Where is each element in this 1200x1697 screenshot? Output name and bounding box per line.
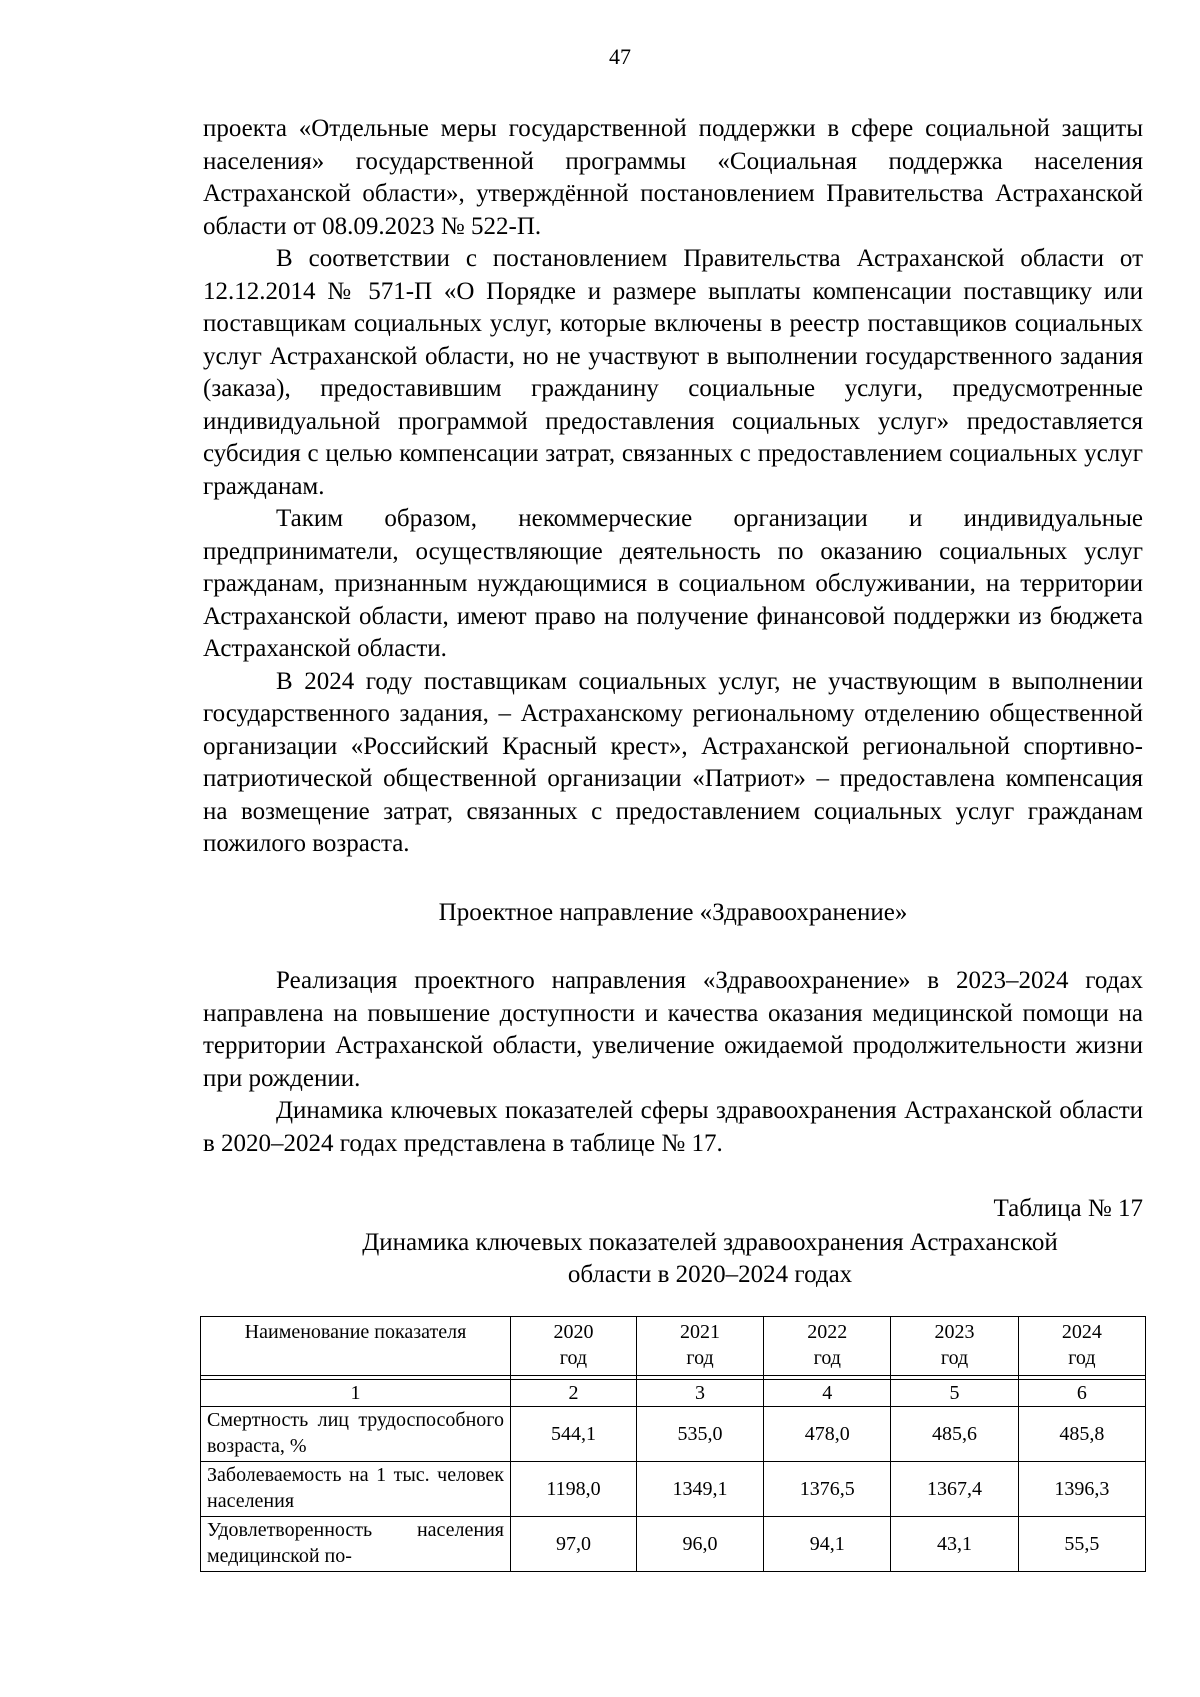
page-number: 47 [609, 44, 631, 69]
cell-value: 1376,5 [764, 1462, 891, 1517]
indicator-name: Удовлетворенность населения медицинской по- [201, 1517, 511, 1572]
column-number: 6 [1018, 1380, 1145, 1407]
cell-value: 55,5 [1018, 1517, 1145, 1572]
body-text [203, 113, 1143, 861]
section-paragraph-1: Реализация проектного направления «Здравоохранение» в 2023–2024 годах направлена на повышение доступности и качества оказания медицинской помощи на территории Астраханской области, увеличение ожидаемой продолжительности жизни при рождении. [203, 967, 1143, 1092]
cell-value: 43,1 [891, 1517, 1018, 1572]
column-number: 4 [764, 1380, 891, 1407]
header-name: Наименование показателя [201, 1317, 511, 1376]
header-year-2024: 2024 год [1018, 1317, 1145, 1376]
section-body [203, 965, 1143, 1160]
table-header-row [201, 1317, 1146, 1376]
cell-value: 1396,3 [1018, 1462, 1145, 1517]
cell-value: 1367,4 [891, 1462, 1018, 1517]
indicator-name: Заболеваемость на 1 тыс. человек населения [201, 1462, 511, 1517]
column-number-row [201, 1380, 1146, 1407]
header-year-2022: 2022 год [764, 1317, 891, 1376]
table-row [201, 1407, 1146, 1462]
cell-value: 1349,1 [636, 1462, 763, 1517]
table-title-line-1: Динамика ключевых показателей здравоохранения Астраханской [362, 1229, 1058, 1256]
header-year-2020: 2020 год [511, 1317, 637, 1376]
header-year-2021: 2021 год [636, 1317, 763, 1376]
cell-value: 97,0 [511, 1517, 637, 1572]
indicators-table [200, 1316, 1146, 1572]
paragraph-1: проекта «Отдельные меры государственной поддержки в сфере социальной защиты населения» государственной программы «Социальная поддержка населения Астраханской области», утверждённой постановлением Правительства Астраханской области от 08.09.2023 № 522-П. [203, 115, 1143, 240]
cell-value: 94,1 [764, 1517, 891, 1572]
section-heading: Проектное направление «Здравоохранение» [438, 899, 908, 926]
column-number: 1 [201, 1380, 511, 1407]
column-number: 2 [511, 1380, 637, 1407]
table-row [201, 1462, 1146, 1517]
cell-value: 478,0 [764, 1407, 891, 1462]
column-number: 5 [891, 1380, 1018, 1407]
table-title-line-2: области в 2020–2024 годах [567, 1261, 853, 1288]
cell-value: 96,0 [636, 1517, 763, 1572]
column-number: 3 [636, 1380, 763, 1407]
cell-value: 535,0 [636, 1407, 763, 1462]
table-row [201, 1517, 1146, 1572]
paragraph-3: Таким образом, некоммерческие организации и индивидуальные предприниматели, осуществляющие деятельность по оказанию социальных услуг гражданам, признанным нуждающимися в социальном обслуживании, на территории Астраханской области, имеют право на получение финансовой поддержки из бюджета Астраханской области. [203, 505, 1143, 662]
cell-value: 485,6 [891, 1407, 1018, 1462]
section-paragraph-2: Динамика ключевых показателей сферы здравоохранения Астраханской области в 2020–2024 годах представлена в таблице № 17. [203, 1097, 1143, 1157]
indicator-name: Смертность лиц трудоспособного возраста, % [201, 1407, 511, 1462]
table-label: Таблица № 17 [993, 1195, 1143, 1222]
paragraph-2: В соответствии с постановлением Правительства Астраханской области от 12.12.2014 № 571-П «О Порядке и размере выплаты компенсации поставщику или поставщикам социальных услуг, которые включены в реестр поставщиков социальных услуг Астраханской области, но не участвуют в выполнении государственного задания (заказа), предоставившим гражданину социальные услуги, предусмотренные индивидуальной программой предоставления социальных услуг» предоставляется субсидия с целью компенсации затрат, связанных с предоставлением социальных услуг гражданам. [203, 245, 1143, 500]
paragraph-4: В 2024 году поставщикам социальных услуг, не участвующим в выполнении государственного задания, – Астраханскому региональному отделению общественной организации «Российский Красный крест», Астраханской региональной спортивно-патриотической общественной организации «Патриот» – предоставлена компенсация на возмещение затрат, связанных с предоставлением социальных услуг гражданам пожилого возраста. [203, 667, 1143, 857]
cell-value: 544,1 [511, 1407, 637, 1462]
cell-value: 485,8 [1018, 1407, 1145, 1462]
cell-value: 1198,0 [511, 1462, 637, 1517]
header-year-2023: 2023 год [891, 1317, 1018, 1376]
table-title [280, 1227, 1140, 1291]
